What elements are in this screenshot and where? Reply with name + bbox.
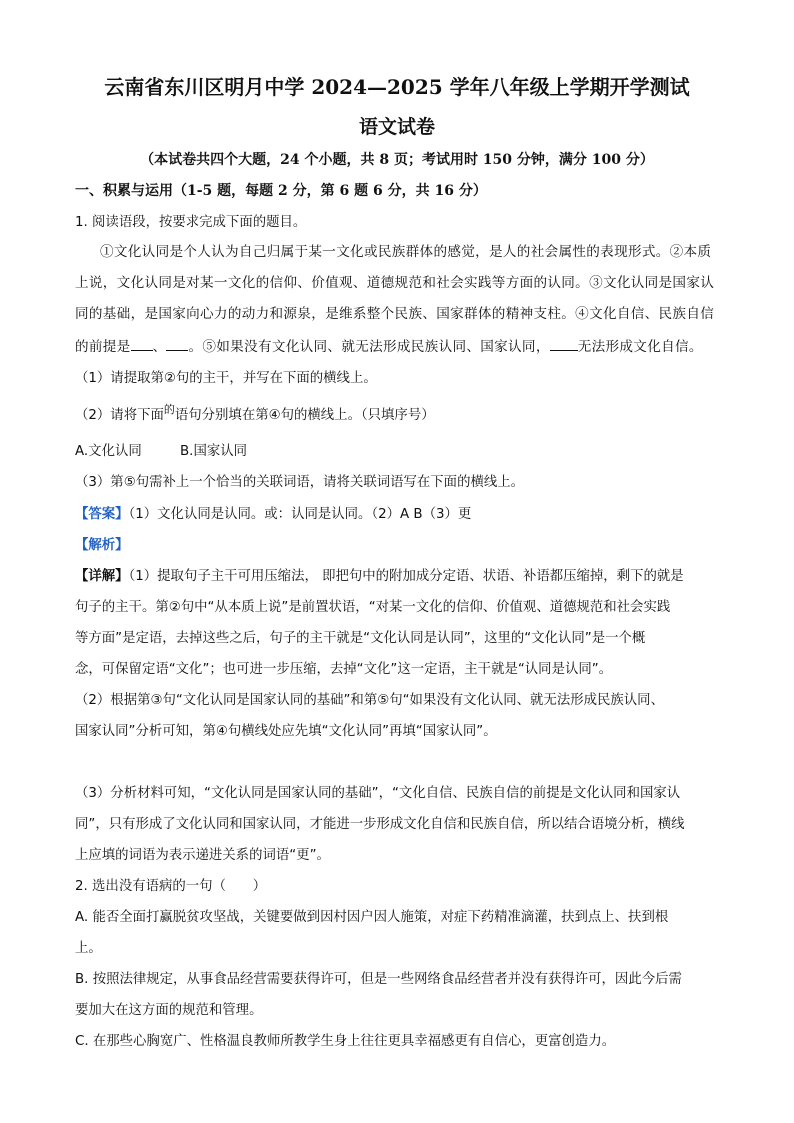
sub-question-2-b: 语句分别填在第④句的横线上。（只填序号） (174, 408, 435, 423)
answer-tag: 【答案】 (75, 507, 129, 522)
q2-option-a-line-1: A. 能否全面打赢脱贫攻坚战，关键要做到因村因户因人施策，对症下药精准滴灌，扶到点上、扶到根 (75, 910, 669, 925)
sub-question-2 (75, 403, 435, 426)
passage-line-4-a: 的前提是 (75, 339, 131, 355)
sub-question-2-a: （2）请将下面 (75, 408, 164, 423)
detail-line-4: 念，可保留定语“文化”；也可进一步压缩，去掉“文化”这一定语，主干就是“认同是认同”。 (75, 662, 613, 677)
passage-line-3: 同的基础，是国家向心力的动力和源泉，是维系整个民族、国家群体的精神支柱。④文化自信、民族自信 (75, 306, 715, 322)
option-a: A.文化认同 (75, 444, 142, 459)
exam-title: 云南省东川区明月中学 2024—2025 学年八年级上学期开学测试 (104, 75, 690, 99)
analysis-line (75, 536, 129, 556)
passage-line-4 (75, 337, 703, 357)
detail-line-3: 等方面”是定语，去掉这些之后，句子的主干就是“文化认同是认同”，这里的“文化认同”是一个概 (75, 631, 646, 646)
sub-question-3: （3）第⑤句需补上一个恰当的关联词语，请将关联词语写在下面的横线上。 (75, 475, 525, 490)
answer-text: （1）文化认同是认同。或：认同是认同。（2）A B（3）更 (128, 507, 472, 522)
analysis-tag: 【解析】 (75, 538, 129, 553)
passage-line-2: 上说，文化认同是对某一文化的信仰、价值观、道德规范和社会实践等方面的认同。③文化认同是国家认 (75, 275, 715, 291)
detail-1-text: （1）提取句子主干可用压缩法， 即把句中的附加成分定语、状语、补语都压缩掉，剩下的就是 (128, 569, 684, 584)
detail-line-5: （2）根据第③句“文化认同是国家认同的基础”和第⑤句“如果没有文化认同、就无法形成民族认同、 (75, 693, 664, 708)
detail-line-9: 上应填的词语为表示递进关系的词语“更”。 (75, 848, 330, 863)
detail-line-7: （3）分析材料可知，“文化认同是国家认同的基础”，“文化自信、民族自信的前提是文化认同和国家认 (75, 786, 681, 801)
section-heading: 一、积累与运用（1-5 题，每题 2 分，第 6 题 6 分，共 16 分） (75, 183, 487, 199)
fill-blank-3[interactable] (550, 337, 578, 351)
q2-option-b-line-1: B. 按照法律规定，从事食品经营需要获得许可，但是一些网络食品经营者并没有获得许可，因此今后需 (75, 972, 682, 987)
q2-option-a-line-2: 上。 (75, 941, 102, 956)
detail-line-8: 同”，只有形成了文化认同和国家认同，才能进一步形成文化自信和民族自信，所以结合语境分析，横线 (75, 817, 685, 832)
detail-line-6: 国家认同”分析可知，第④句横线处应先填“文化认同”再填“国家认同”。 (75, 724, 497, 739)
passage-line-4-c: 。⑤如果没有文化认同、就无法形成民族认同、国家认同， (188, 339, 550, 355)
answer-line (75, 505, 471, 525)
question-1-prompt: 1. 阅读语段，按要求完成下面的题目。 (75, 215, 307, 230)
fill-blank-1[interactable] (131, 337, 153, 351)
q2-option-c-line-1: C. 在那些心胸宽广、性格温良教师所教学生身上往往更具幸福感更有自信心，更富创造力。 (75, 1034, 616, 1049)
question-2-prompt: 2. 选出没有语病的一句（ ） (75, 879, 267, 894)
option-b: B.国家认同 (180, 444, 248, 459)
fill-blank-2[interactable] (166, 337, 188, 351)
sub-question-1: （1）请提取第②句的主干，并写在下面的横线上。 (75, 371, 377, 386)
passage-line-4-d: 无法形成文化自信。 (577, 339, 703, 355)
exam-subtitle: 语文试卷 (358, 116, 435, 138)
q2-option-b-line-2: 要加大在这方面的规范和管理。 (75, 1003, 263, 1018)
detail-tag: 【详解】 (75, 569, 129, 584)
exam-note: （本试卷共四个大题，24 个小题，共 8 页；考试用时 150 分钟，满分 100 分） (140, 152, 654, 168)
passage-line-1: ①文化认同是个人认为自己归属于某一文化或民族群体的感觉，是人的社会属性的表现形式。②本质 (100, 244, 712, 260)
detail-line-1 (75, 567, 684, 587)
sub-question-2-sup: 的 (163, 403, 175, 416)
detail-line-2: 句子的主干。第②句中“从本质上说”是前置状语，“对某一文化的信仰、价值观、道德规范和社会实践 (75, 600, 671, 615)
passage-line-4-b: 、 (152, 339, 167, 355)
